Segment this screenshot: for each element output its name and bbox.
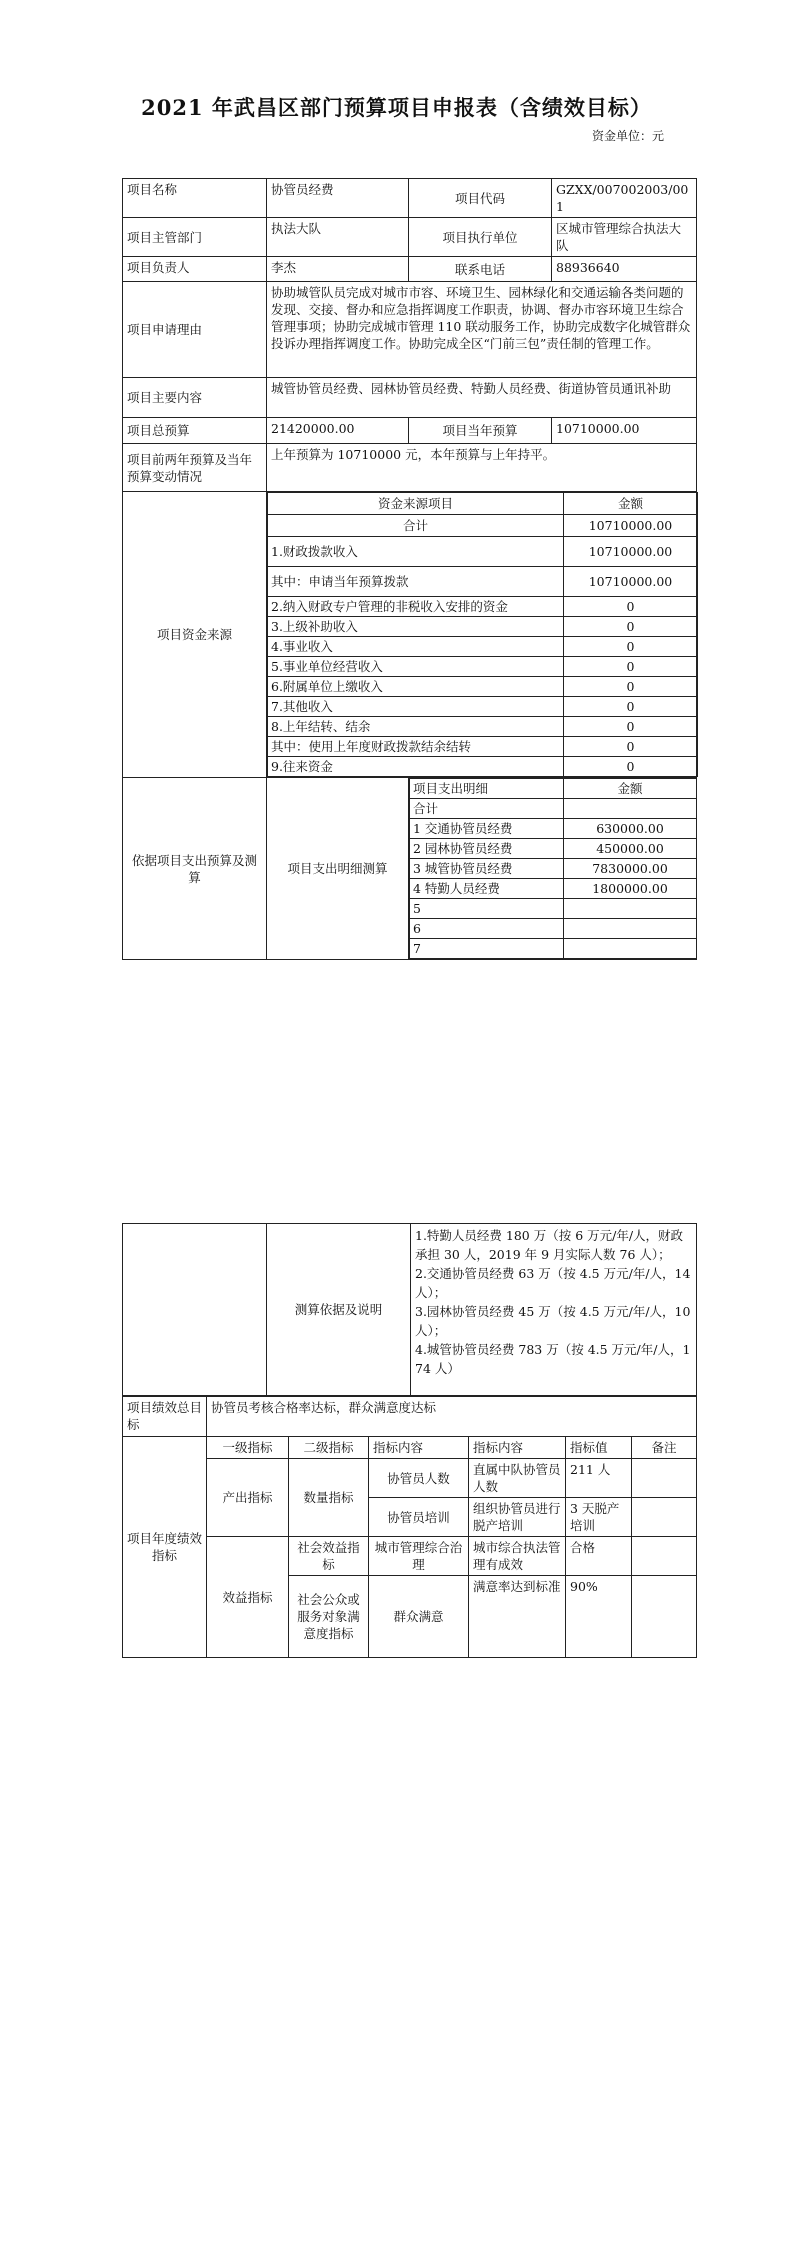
expense-row-amount	[564, 799, 697, 819]
change-label: 项目前两年预算及当年预算变动情况	[123, 444, 267, 492]
funding-row	[268, 515, 698, 537]
funding-row-amount: 0	[564, 657, 698, 677]
basis-line: 3.园林协管员经费 45 万（按 4.5 万元/年/人，10 人）；	[415, 1304, 691, 1338]
funding-row-name: 其中：使用上年度财政拨款结余结转	[268, 737, 564, 757]
reason-label: 项目申请理由	[123, 282, 267, 378]
annual-indicator-label: 项目年度绩效指标	[123, 1437, 207, 1658]
header-note: 备注	[632, 1437, 697, 1459]
exec-unit-value: 区城市管理综合执法大队	[552, 218, 697, 257]
header-content: 指标内容	[369, 1437, 469, 1459]
funding-row-amount: 0	[564, 637, 698, 657]
indicator-value: 3 天脱产培训	[566, 1498, 632, 1537]
output-level1: 产出指标	[207, 1459, 289, 1537]
funding-row-name: 其中：申请当年预算拨款	[268, 567, 564, 597]
expense-row-name: 3 城管协管员经费	[410, 859, 564, 879]
funding-row	[268, 737, 698, 757]
indicator-content: 群众满意	[369, 1576, 469, 1658]
change-value: 上年预算为 10710000 元，本年预算与上年持平。	[267, 444, 697, 492]
funding-row	[268, 567, 698, 597]
funding-row-amount: 0	[564, 757, 698, 777]
funding-row	[268, 657, 698, 677]
indicator-note	[632, 1459, 697, 1498]
expense-row-name: 4 特勤人员经费	[410, 879, 564, 899]
funding-label: 项目资金来源	[123, 492, 267, 778]
funding-row-name: 8.上年结转、结余	[268, 717, 564, 737]
content-label: 项目主要内容	[123, 378, 267, 418]
funding-row-name: 合计	[268, 515, 564, 537]
current-budget-value: 10710000.00	[552, 418, 697, 444]
funding-row-name: 9.往来资金	[268, 757, 564, 777]
funding-row-name: 1.财政拨款收入	[268, 537, 564, 567]
indicator-content: 协管员人数	[369, 1459, 469, 1498]
indicator-value: 90%	[566, 1576, 632, 1658]
expense-row-name: 7	[410, 939, 564, 959]
expense-row-amount: 1800000.00	[564, 879, 697, 899]
funding-row-amount: 0	[564, 737, 698, 757]
expense-row	[410, 859, 697, 879]
funding-row-amount: 10710000.00	[564, 537, 698, 567]
funding-row-amount: 0	[564, 677, 698, 697]
exec-unit-label: 项目执行单位	[409, 218, 552, 257]
funding-row	[268, 617, 698, 637]
indicator-value: 合格	[566, 1537, 632, 1576]
indicator-detail: 城市综合执法管理有成效	[469, 1537, 566, 1576]
funding-row-name: 2.纳入财政专户管理的非税收入安排的资金	[268, 597, 564, 617]
funding-row	[268, 697, 698, 717]
budget-table	[122, 178, 697, 960]
funding-row-amount: 10710000.00	[564, 567, 698, 597]
owner-label: 项目负责人	[123, 257, 267, 282]
project-code-value: GZXX/007002003/001	[552, 179, 697, 218]
continuation-blank	[123, 1224, 267, 1396]
project-name-value: 协管员经费	[267, 179, 409, 218]
expense-row-amount: 450000.00	[564, 839, 697, 859]
expense-row-amount: 630000.00	[564, 819, 697, 839]
indicator-note	[632, 1537, 697, 1576]
funding-row-name: 5.事业单位经营收入	[268, 657, 564, 677]
phone-value: 88936640	[552, 257, 697, 282]
phone-label: 联系电话	[409, 257, 552, 282]
funding-row-amount: 0	[564, 697, 698, 717]
total-budget-value: 21420000.00	[267, 418, 409, 444]
header-value: 指标值	[566, 1437, 632, 1459]
expense-row	[410, 939, 697, 959]
expense-sub-label: 项目支出明细测算	[267, 778, 409, 960]
content-value: 城管协管员经费、园林协管员经费、特勤人员经费、街道协管员通讯补助	[267, 378, 697, 418]
funding-row	[268, 717, 698, 737]
indicator-detail: 直属中队协管员人数	[469, 1459, 566, 1498]
overall-goal-label: 项目绩效总目标	[123, 1397, 207, 1437]
funding-row-name: 3.上级补助收入	[268, 617, 564, 637]
overall-goal-value: 协管员考核合格率达标，群众满意度达标	[207, 1397, 697, 1437]
page-title: 2021 年武昌区部门预算项目申报表（含绩效目标）	[141, 95, 652, 120]
expense-row-amount	[564, 939, 697, 959]
header-content-detail: 指标内容	[469, 1437, 566, 1459]
expense-row-name: 6	[410, 919, 564, 939]
funding-row-amount: 0	[564, 717, 698, 737]
performance-table	[122, 1396, 697, 1658]
expense-row	[410, 879, 697, 899]
funding-row	[268, 637, 698, 657]
funding-row-name: 6.附属单位上缴收入	[268, 677, 564, 697]
reason-value: 协助城管队员完成对城市市容、环境卫生、园林绿化和交通运输各类问题的发现、交接、督办和应急指挥调度工作职责，协调、督办市容环境卫生综合管理事项；协助完成城市管理 110 联动服务工作，协助完成数字化城管群众投诉办理指挥调度工作。协助完成全区“门前三包”责任制的管理工作。	[267, 282, 697, 378]
dept-label: 项目主管部门	[123, 218, 267, 257]
current-budget-label: 项目当年预算	[409, 418, 552, 444]
expense-row	[410, 819, 697, 839]
funding-row	[268, 757, 698, 777]
funding-row-amount: 0	[564, 617, 698, 637]
indicator-content: 协管员培训	[369, 1498, 469, 1537]
indicator-content: 城市管理综合治理	[369, 1537, 469, 1576]
expense-label: 依据项目支出预算及测算	[123, 778, 267, 960]
funding-row	[268, 597, 698, 617]
funding-row-amount: 10710000.00	[564, 515, 698, 537]
expense-col-item: 项目支出明细	[410, 779, 564, 799]
expense-table	[409, 778, 697, 959]
funding-row-name: 7.其他收入	[268, 697, 564, 717]
expense-row-amount	[564, 919, 697, 939]
indicator-value: 211 人	[566, 1459, 632, 1498]
expense-row-amount: 7830000.00	[564, 859, 697, 879]
header-level1: 一级指标	[207, 1437, 289, 1459]
indicator-detail: 满意率达到标准	[469, 1576, 566, 1658]
satisfaction-level2: 社会公众或服务对象满意度指标	[289, 1576, 369, 1658]
project-code-label: 项目代码	[409, 179, 552, 218]
owner-value: 李杰	[267, 257, 409, 282]
indicator-detail: 组织协管员进行脱产培训	[469, 1498, 566, 1537]
output-level2: 数量指标	[289, 1459, 369, 1537]
total-budget-label: 项目总预算	[123, 418, 267, 444]
expense-row-name: 合计	[410, 799, 564, 819]
funding-row-name: 4.事业收入	[268, 637, 564, 657]
expense-row	[410, 899, 697, 919]
funding-row	[268, 537, 698, 567]
effect-level1: 效益指标	[207, 1537, 289, 1658]
expense-row	[410, 839, 697, 859]
indicator-note	[632, 1576, 697, 1658]
expense-row-name: 2 园林协管员经费	[410, 839, 564, 859]
basis-line: 1.特勤人员经费 180 万（按 6 万元/年/人，财政承担 30 人，2019 年 9 月实际人数 76 人）；	[415, 1228, 684, 1262]
basis-label: 测算依据及说明	[267, 1224, 411, 1396]
expense-row-name: 5	[410, 899, 564, 919]
funding-table	[267, 492, 698, 777]
expense-row-name: 1 交通协管员经费	[410, 819, 564, 839]
project-name-label: 项目名称	[123, 179, 267, 218]
expense-row	[410, 799, 697, 819]
dept-value: 执法大队	[267, 218, 409, 257]
continuation-table	[122, 1223, 697, 1396]
funding-col-amount: 金额	[564, 493, 698, 515]
expense-col-amount: 金额	[564, 779, 697, 799]
expense-row	[410, 919, 697, 939]
funding-row-amount: 0	[564, 597, 698, 617]
currency-unit: 资金单位：元	[592, 129, 665, 143]
indicator-note	[632, 1498, 697, 1537]
basis-line: 4.城管协管员经费 783 万（按 4.5 万元/年/人，174 人）	[415, 1342, 691, 1376]
social-level2: 社会效益指标	[289, 1537, 369, 1576]
basis-text	[411, 1224, 697, 1396]
funding-row	[268, 677, 698, 697]
expense-row-amount	[564, 899, 697, 919]
header-level2: 二级指标	[289, 1437, 369, 1459]
funding-col-source: 资金来源项目	[268, 493, 564, 515]
basis-line: 2.交通协管员经费 63 万（按 4.5 万元/年/人，14 人）；	[415, 1266, 691, 1300]
